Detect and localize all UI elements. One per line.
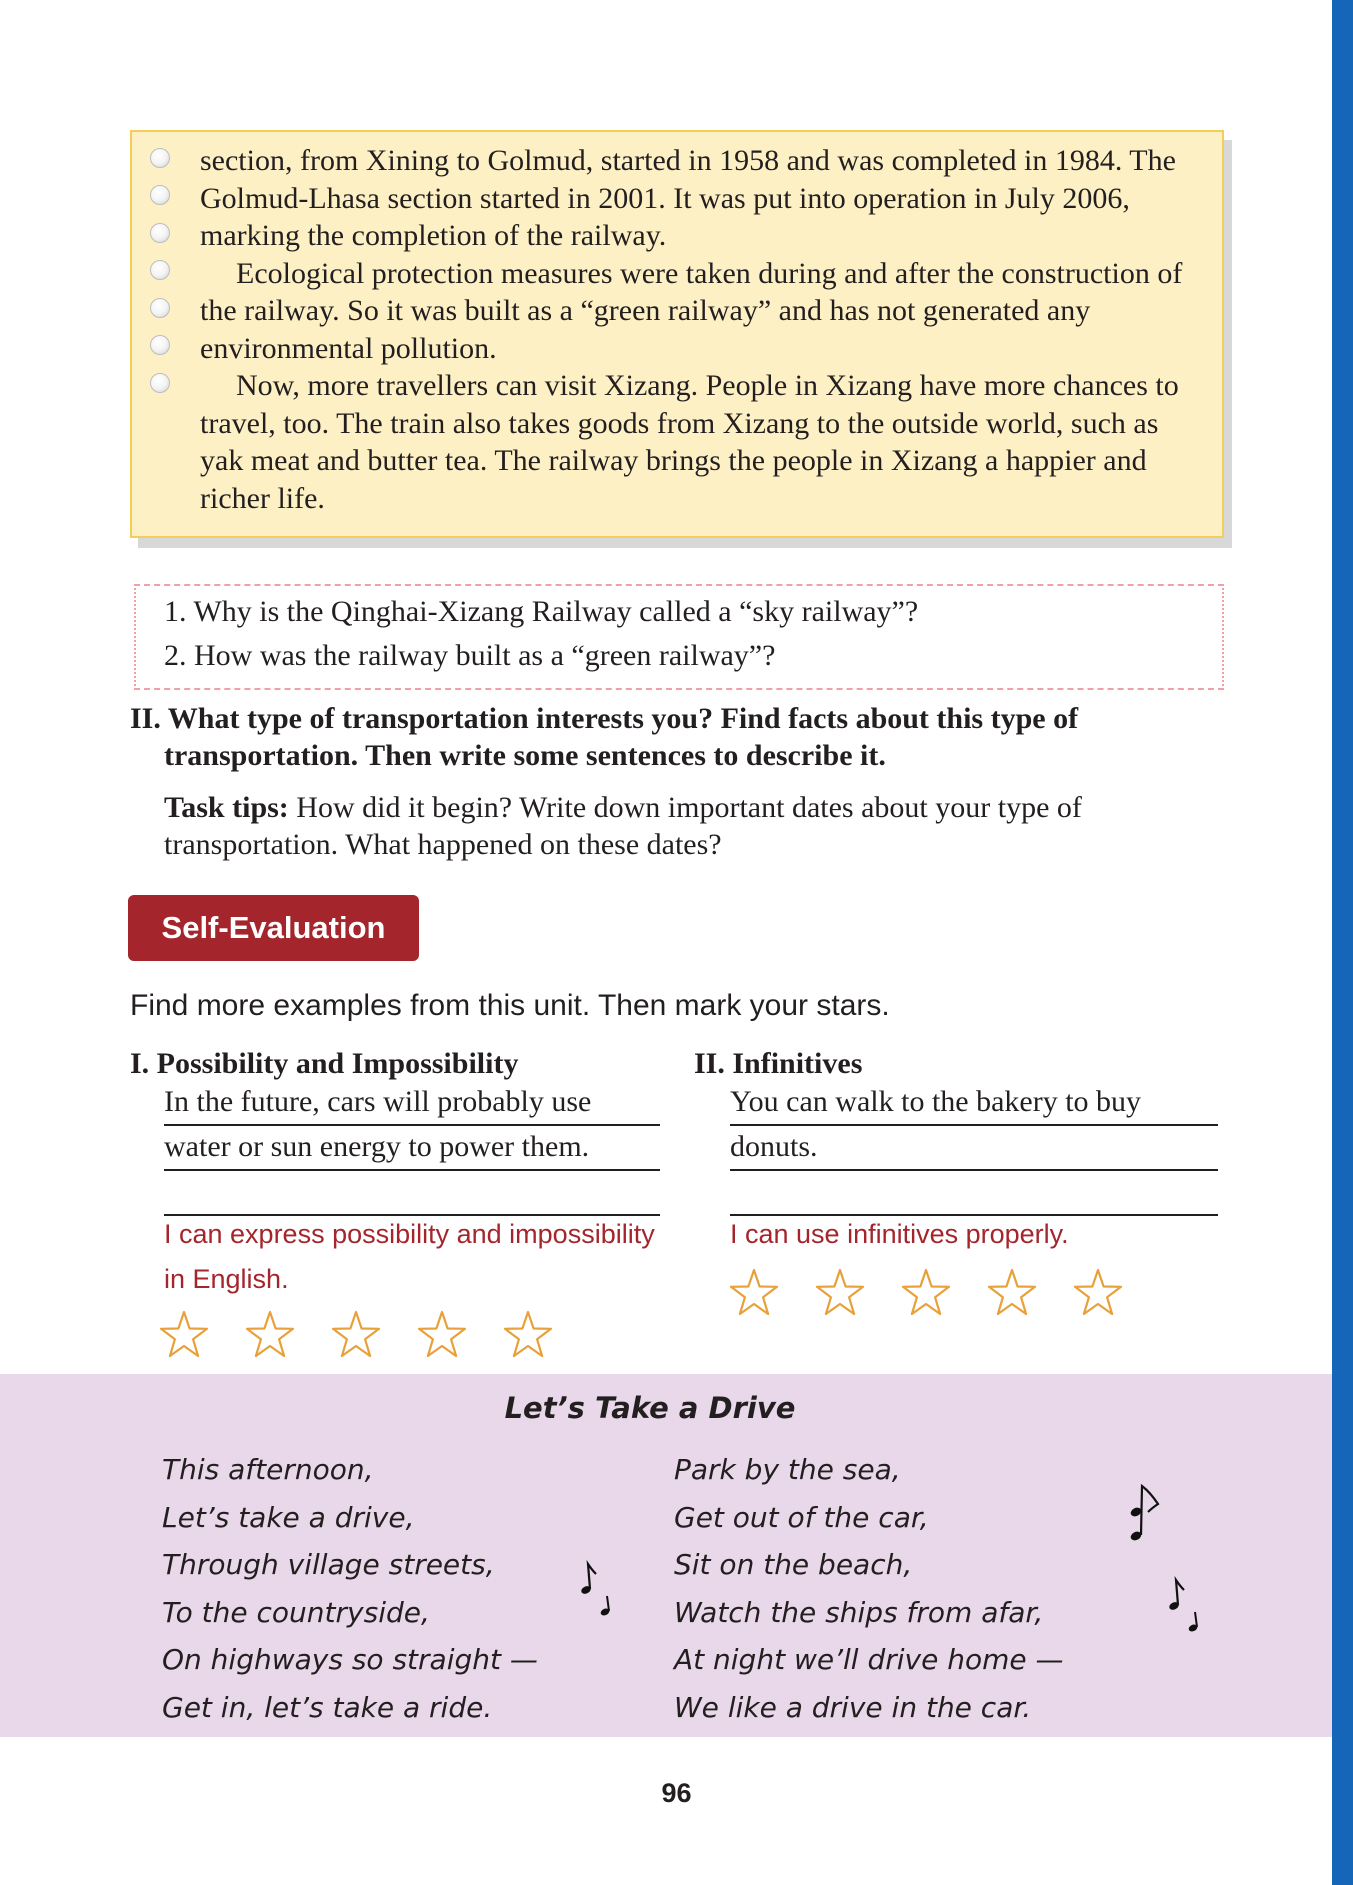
column-heading-infinitives: II. Infinitives (694, 1047, 863, 1080)
binder-ring-icon (150, 260, 170, 280)
song-line: Get out of the car, (674, 1500, 929, 1534)
task-tips (164, 789, 1214, 863)
example-line[interactable]: You can walk to the bakery to buy (730, 1082, 1218, 1126)
page-edge-bar (1332, 0, 1353, 1885)
can-do-line: I can use infinitives properly. (730, 1219, 1069, 1249)
song-line: Park by the sea, (674, 1453, 901, 1486)
binder-ring-icon (150, 335, 170, 355)
star-icon[interactable] (898, 1266, 954, 1322)
star-icon[interactable] (812, 1266, 868, 1322)
song-right-verse (674, 1446, 1063, 1731)
example-line[interactable] (164, 1172, 660, 1216)
song-line: To the countryside, (162, 1595, 430, 1629)
song-line: Through village streets, (162, 1548, 495, 1581)
star-rating-possibility (156, 1308, 586, 1364)
question-item: 1. Why is the Qinghai-Xizang Railway called a “sky railway”? (164, 595, 919, 628)
reading-paragraph: Now, more travellers can visit Xizang. People in Xizang have more chances to travel, too. The train also takes goods from Xizang to the outside world, such as yak meat and butter tea. The railway brings the people in Xizang a happier and richer life. (200, 369, 1179, 515)
example-line[interactable] (730, 1172, 1218, 1216)
binder-ring-icon (150, 373, 170, 393)
task-heading: II. What type of transportation interests you? Find facts about this type of transportation. Then write some sentences to describe it. (130, 702, 1079, 772)
can-do-statement (730, 1212, 1220, 1257)
example-line[interactable]: In the future, cars will probably use (164, 1082, 660, 1126)
song-line: Get in, let’s take a ride. (162, 1690, 493, 1724)
song-title: Let’s Take a Drive (504, 1391, 796, 1425)
column-heading-possibility: I. Possibility and Impossibility (130, 1047, 519, 1080)
star-icon[interactable] (500, 1308, 556, 1364)
star-icon[interactable] (156, 1308, 212, 1364)
song-line: Watch the ships from afar, (674, 1595, 1044, 1629)
song-line: Sit on the beach, (674, 1548, 913, 1581)
song-line: This afternoon, (162, 1453, 374, 1486)
reading-paragraph: section, from Xining to Golmud, started in 1958 and was completed in 1984. The Golmud-Lhasa section started in 2001. It was put into operation in July 2006, marking the completion of the railway. (200, 144, 1176, 252)
task-tips-label: Task tips: (164, 791, 289, 824)
can-do-statement (164, 1212, 664, 1302)
star-icon[interactable] (984, 1266, 1040, 1322)
star-rating-infinitives (726, 1266, 1156, 1322)
page-number: 96 (661, 1778, 692, 1808)
music-note-icon (1128, 1480, 1164, 1548)
reading-paragraph: Ecological protection measures were taken during and after the construction of the railway. So it was built as a “green railway” and has not generated any environmental pollution. (200, 256, 1183, 365)
question-item: 2. How was the railway built as a “green railway”? (164, 639, 776, 672)
binder-ring-icon (150, 298, 170, 318)
star-icon[interactable] (242, 1308, 298, 1364)
self-evaluation-instruction: Find more examples from this unit. Then mark your stars. (130, 989, 890, 1022)
can-do-line: I can express possibility and impossibility (164, 1219, 655, 1249)
song-line: We like a drive in the car. (674, 1690, 1032, 1724)
can-do-line: in English. (164, 1264, 289, 1294)
binder-ring-icon (150, 223, 170, 243)
star-icon[interactable] (414, 1308, 470, 1364)
star-icon[interactable] (1070, 1266, 1126, 1322)
music-note-icon (1166, 1576, 1202, 1638)
example-line[interactable]: donuts. (730, 1127, 1218, 1171)
song-line: Let’s take a drive, (162, 1500, 415, 1534)
song-left-verse (162, 1446, 538, 1731)
song-line: On highways so straight — (162, 1643, 538, 1676)
binder-ring-icon (150, 185, 170, 205)
star-icon[interactable] (328, 1308, 384, 1364)
self-evaluation-badge: Self-Evaluation (128, 895, 419, 961)
binder-ring-icon (150, 148, 170, 168)
task-tips-text: How did it begin? Write down important dates about your type of transportation. What happened on these dates? (164, 791, 1082, 861)
music-note-icon (578, 1560, 614, 1622)
questions-box (134, 584, 1224, 690)
example-line[interactable]: water or sun energy to power them. (164, 1127, 660, 1171)
star-icon[interactable] (726, 1266, 782, 1322)
song-line: At night we’ll drive home — (674, 1643, 1064, 1676)
reading-passage-box (130, 130, 1224, 538)
reading-text (200, 142, 1190, 517)
